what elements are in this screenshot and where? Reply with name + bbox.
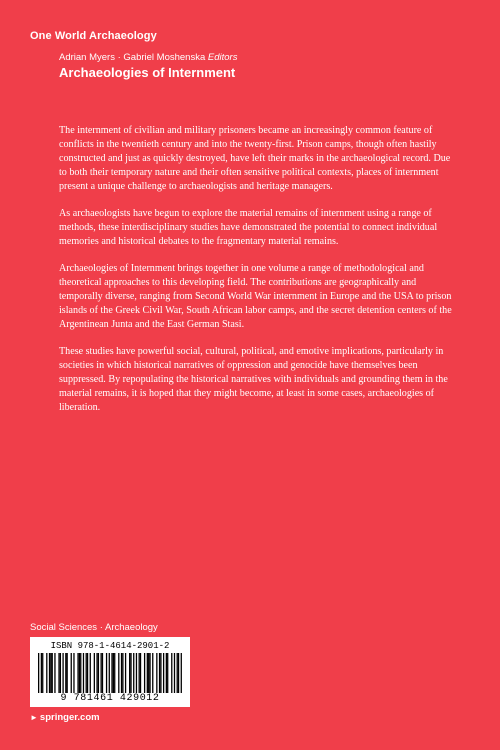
barcode-bar [133, 653, 134, 693]
blurb-paragraph: The internment of civilian and military prisoners became an increasingly common feature of conflicts in the twentieth century and into the twenty-first. Prison camps, though often hastily constructed and just as quickly destroyed, have left their marks in the archaeological record. Due to both their temporary nature and their often sensitive political contexts, places of internment present a unique challenge to archaeologists and heritage managers. [59, 125, 451, 192]
barcode-bar [156, 653, 157, 693]
barcode-bar [144, 653, 145, 693]
blurb-paragraph: As archaeologists have begun to explore the material remains of internment using a range of methods, these interdisciplinary studies have demonstrated the potential to connect individual memories and historical debates to the fragmentary material remains. [59, 208, 438, 247]
barcode-bar [152, 653, 153, 693]
barcode-bar [77, 653, 78, 693]
barcode-bar [96, 653, 97, 693]
barcode-image [38, 653, 182, 693]
barcode-bar [79, 653, 80, 693]
editors-names: Adrian Myers · Gabriel Moshenska [59, 52, 206, 63]
book-title: Archaeologies of Internment [59, 65, 236, 80]
barcode-bar [52, 653, 53, 693]
barcode-bar [58, 653, 59, 693]
barcode-bar [114, 653, 115, 693]
blurb-paragraph: These studies have powerful social, cultural, political, and emotive implications, particularly in societies in which historical narratives of oppression and genocide have themselves been suppressed. By repopulating the historical narratives with individuals and grounding them in the material remains, it is hoped that they might become, at least in some cases, archaeologies of liberation. [59, 346, 448, 413]
barcode-bar [46, 653, 47, 693]
barcode-bar [178, 653, 179, 693]
barcode-bar [111, 653, 112, 693]
barcode-bar [174, 653, 175, 693]
publisher-link[interactable] [30, 712, 100, 723]
barcode-bar [86, 653, 87, 693]
barcode-bar [177, 653, 178, 693]
barcode-digits: 9 781461 429012 [60, 693, 160, 704]
barcode-bar [171, 653, 172, 693]
barcode-bar [181, 653, 182, 693]
barcode-bar [136, 653, 137, 693]
barcode-bar [73, 653, 74, 693]
barcode-bar [122, 653, 123, 693]
barcode-bar [149, 653, 150, 693]
barcode-bar [90, 653, 91, 693]
barcode-bar [109, 653, 110, 693]
barcode-bar [160, 653, 161, 693]
barcode-bar [50, 653, 51, 693]
barcode-bar [38, 653, 39, 693]
barcode-bar [100, 653, 101, 693]
barcode-bar [167, 653, 168, 693]
barcode-bar [80, 653, 81, 693]
barcode-bar [118, 653, 119, 693]
barcode-panel [30, 637, 190, 707]
barcode-bar [139, 653, 140, 693]
barcode-bar [121, 653, 122, 693]
blurb [59, 124, 459, 428]
barcode-bar [62, 653, 63, 693]
barcode-bar [71, 653, 72, 693]
barcode-bar [140, 653, 141, 693]
subject-category: Social Sciences · Archaeology [30, 622, 158, 633]
barcode-bar [94, 653, 95, 693]
barcode-bar [49, 653, 50, 693]
barcode-bar [98, 653, 99, 693]
barcode-bar [106, 653, 107, 693]
series-name: One World Archaeology [30, 30, 157, 42]
barcode-bar [159, 653, 160, 693]
barcode-bar [125, 653, 126, 693]
barcode-bar [113, 653, 114, 693]
barcode-bar [54, 653, 55, 693]
barcode-bar [129, 653, 130, 693]
barcode-bar [166, 653, 167, 693]
barcode-bar [67, 653, 68, 693]
publisher-url: springer.com [39, 712, 100, 723]
isbn-label: ISBN 978-1-4614-2901-2 [50, 641, 170, 651]
blurb-paragraph: Archaeologies of Internment brings together in one volume a range of methodological and theoretical approaches to this developing field. The contributions are geographically and temporally diverse, ranging from Second World War internment in Europe and the USA to prison islands of the Greek Civil War, South African labor camps, and the secret detention centers of the Argentinean Junta and the East German Stasi. [59, 263, 452, 330]
barcode-bar [163, 653, 164, 693]
barcode-bar [102, 653, 103, 693]
barcode-bar [41, 653, 42, 693]
arrow-icon: ► [30, 713, 38, 722]
barcode-bar [130, 653, 131, 693]
barcode-bar [147, 653, 148, 693]
editors-line [59, 52, 237, 63]
barcode-bar [42, 653, 43, 693]
barcode-bar [65, 653, 66, 693]
barcode-bar [60, 653, 61, 693]
barcode-bar [87, 653, 88, 693]
barcode-bar [83, 653, 84, 693]
editors-role: Editors [207, 52, 238, 63]
barcode-bar [148, 653, 149, 693]
